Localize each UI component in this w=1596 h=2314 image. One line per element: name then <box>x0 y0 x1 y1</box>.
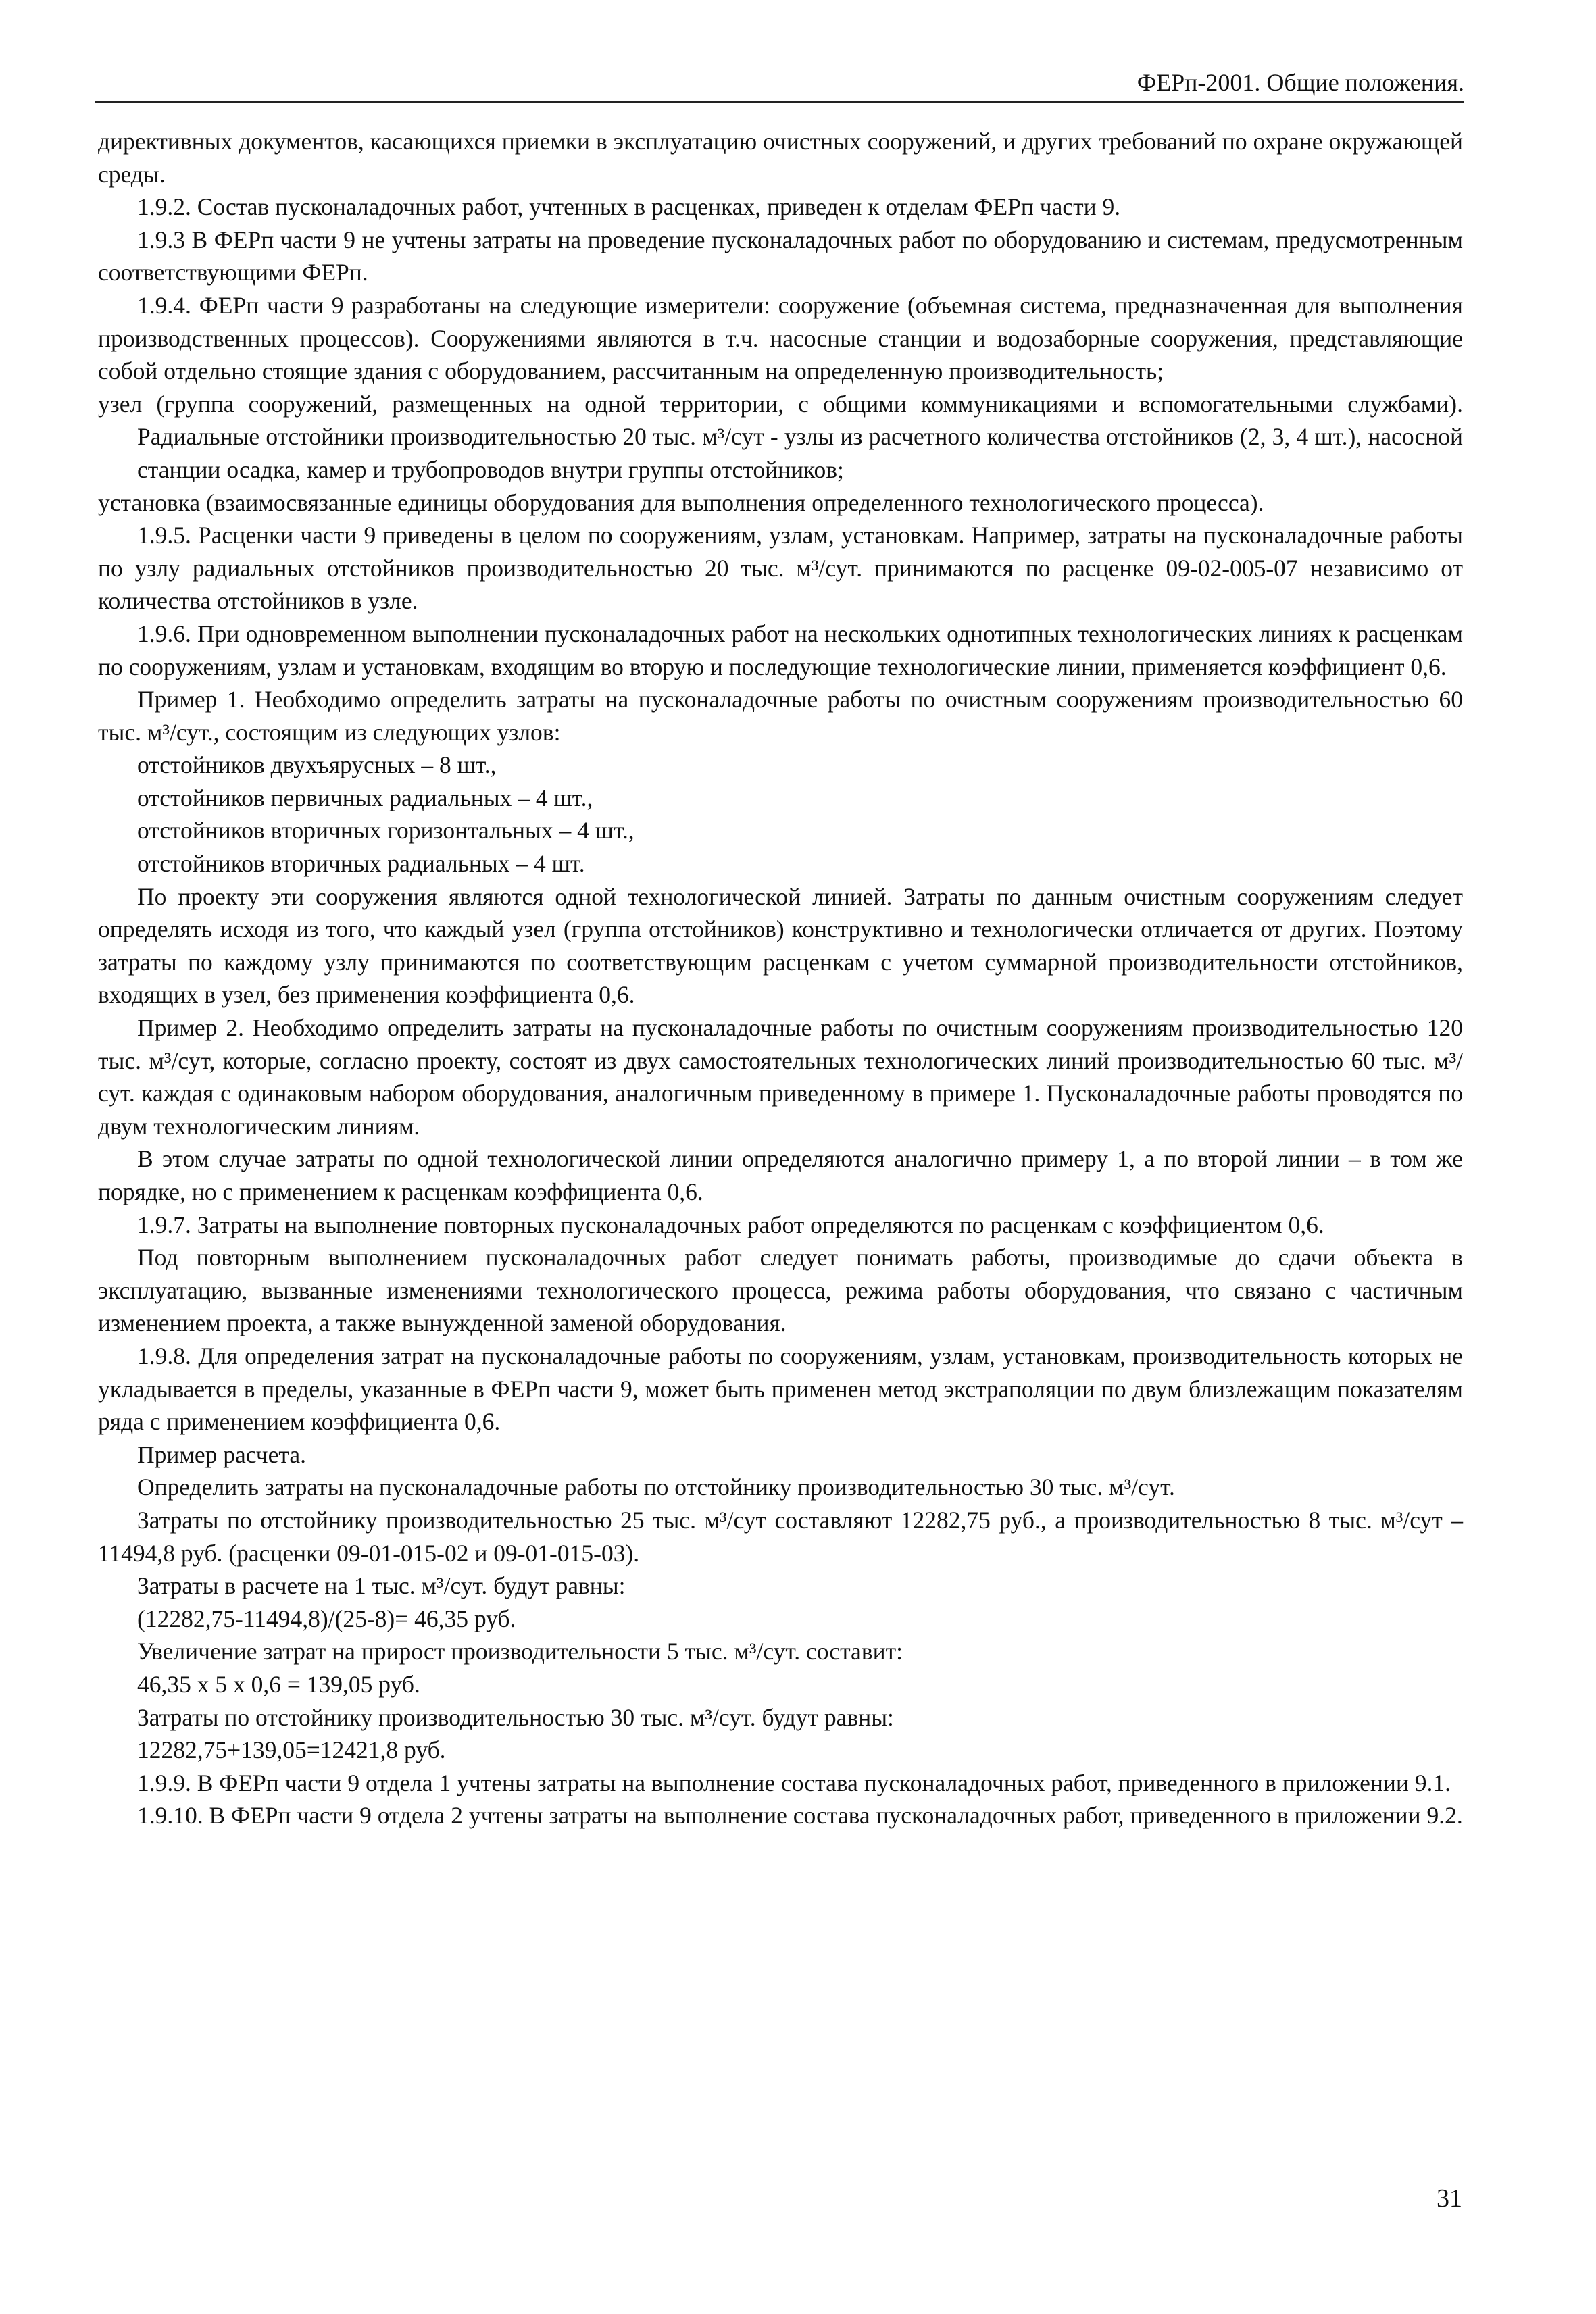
paragraph: Пример расчета. <box>137 1440 306 1468</box>
paragraph: отстойников вторичных горизонтальных – 4 шт., <box>137 817 634 845</box>
paragraph: Увеличение затрат на прирост производительности 5 тыс. м³/сут. составит: <box>137 1638 903 1665</box>
paragraph: Затраты по отстойнику производительностью 30 тыс. м³/сут. будут равны: <box>137 1703 894 1731</box>
paragraph: 12282,75+139,05=12421,8 руб. <box>137 1736 446 1764</box>
page-number: 31 <box>1437 2184 1462 2213</box>
running-header <box>95 68 1464 103</box>
paragraph: узел (группа сооружений, размещенных на одной территории, с общими коммуникациями и вспомогательными службами). Радиальные отстойники производительностью 20 тыс. м³/сут - узлы из расчетного количества отстойников (2, 3, 4 шт.), насосной станции осадка, камер и трубопроводов внутри группы отстойников; <box>98 390 1463 483</box>
paragraph: отстойников вторичных радиальных – 4 шт. <box>137 850 585 878</box>
paragraph: Пример 2. Необходимо определить затраты на пусконаладочные работы по очистным сооружениям производительностью 120 тыс. м³/сут, которые, согласно проекту, состоят из двух самостоятельных технологических линий производительностью 60 тыс. м³/сут. каждая с одинаковым набором оборудования, аналогичным приведенному в примере 1. Пусконаладочные работы проводятся по двум технологическим линиям. <box>98 1014 1463 1140</box>
paragraph: По проекту эти сооружения являются одной технологической линией. Затраты по данным очистным сооружениям следует определять исходя из того, что каждый узел (группа отстойников) конструктивно и технологически отличается от других. Поэтому затраты по каждому узлу принимаются по соответствующим расценкам с учетом суммарной производительности отстойников, входящих в узел, без применения коэффициента 0,6. <box>98 882 1463 1009</box>
document-body <box>98 125 1463 1832</box>
paragraph: 1.9.7. Затраты на выполнение повторных пусконаладочных работ определяются по расценкам с коэффициентом 0,6. <box>137 1211 1324 1238</box>
running-title: ФЕРп-2001. Общие положения. <box>1137 69 1464 96</box>
paragraph: 1.9.10. В ФЕРп части 9 отдела 2 учтены затраты на выполнение состава пусконаладочных работ, приведенного в приложении 9.2. <box>137 1802 1463 1830</box>
paragraph: Затраты по отстойнику производительностью 25 тыс. м³/сут составляют 12282,75 руб., а производительностью 8 тыс. м³/сут – 11494,8 руб. (расценки 09-01-015-02 и 09-01-015-03). <box>98 1506 1463 1567</box>
paragraph: директивных документов, касающихся приемки в эксплуатацию очистных сооружений, и других требований по охране окружающей среды. <box>98 128 1463 188</box>
paragraph: 1.9.4. ФЕРп части 9 разработаны на следующие измерители: сооружение (объемная система, предназначенная для выполнения производственных процессов). Сооружениями являются в т.ч. насосные станции и водозаборные сооружения, представляющие собой отдельно стоящие здания с оборудованием, рассчитанным на определенную производительность; <box>98 291 1463 385</box>
paragraph: установка (взаимосвязанные единицы оборудования для выполнения определенного технологического процесса). <box>98 488 1264 516</box>
paragraph: 1.9.6. При одновременном выполнении пусконаладочных работ на нескольких однотипных технологических линиях к расценкам по сооружениям, узлам и установкам, входящим во вторую и последующие технологические линии, применяется коэффициент 0,6. <box>98 620 1463 680</box>
paragraph: (12282,75-11494,8)/(25-8)= 46,35 руб. <box>137 1605 516 1632</box>
paragraph: В этом случае затраты по одной технологической линии определяются аналогично примеру 1, а по второй линии – в том же порядке, но с применением к расценкам коэффициента 0,6. <box>98 1145 1463 1205</box>
paragraph: Под повторным выполнением пусконаладочных работ следует понимать работы, производимые до сдачи объекта в эксплуатацию, вызванные изменениями технологического процесса, режима работы оборудования, что связано с частичным изменением проекта, а также вынужденной заменой оборудования. <box>98 1244 1463 1337</box>
paragraph: Определить затраты на пусконаладочные работы по отстойнику производительностью 30 тыс. м³/сут. <box>137 1474 1175 1501</box>
paragraph: 1.9.2. Состав пусконаладочных работ, учтенных в расценках, приведен к отделам ФЕРп части 9. <box>137 193 1121 221</box>
paragraph: 46,35 х 5 х 0,6 = 139,05 руб. <box>137 1670 420 1698</box>
paragraph: Пример 1. Необходимо определить затраты на пусконаладочные работы по очистным сооружениям производительностью 60 тыс. м³/сут., состоящим из следующих узлов: <box>98 686 1463 746</box>
paragraph: 1.9.3 В ФЕРп части 9 не учтены затраты на проведение пусконаладочных работ по оборудованию и системам, предусмотренным соответствующими ФЕРп. <box>98 226 1463 286</box>
paragraph: 1.9.5. Расценки части 9 приведены в целом по сооружениям, узлам, установкам. Например, затраты на пусконаладочные работы по узлу радиальных отстойников производительностью 20 тыс. м³/сут. принимаются по расценке 09-02-005-07 независимо от количества отстойников в узле. <box>98 522 1463 615</box>
paragraph: 1.9.9. В ФЕРп части 9 отдела 1 учтены затраты на выполнение состава пусконаладочных работ, приведенного в приложении 9.1. <box>137 1769 1451 1796</box>
paragraph: 1.9.8. Для определения затрат на пусконаладочные работы по сооружениям, узлам, установкам, производительность которых не укладывается в пределы, указанные в ФЕРп части 9, может быть применен метод экстраполяции по двум близлежащим показателям ряда с применением коэффициента 0,6. <box>98 1342 1463 1436</box>
paragraph: отстойников двухъярусных – 8 шт., <box>137 751 497 779</box>
paragraph: Затраты в расчете на 1 тыс. м³/сут. будут равны: <box>137 1572 626 1600</box>
paragraph: отстойников первичных радиальных – 4 шт., <box>137 784 593 811</box>
